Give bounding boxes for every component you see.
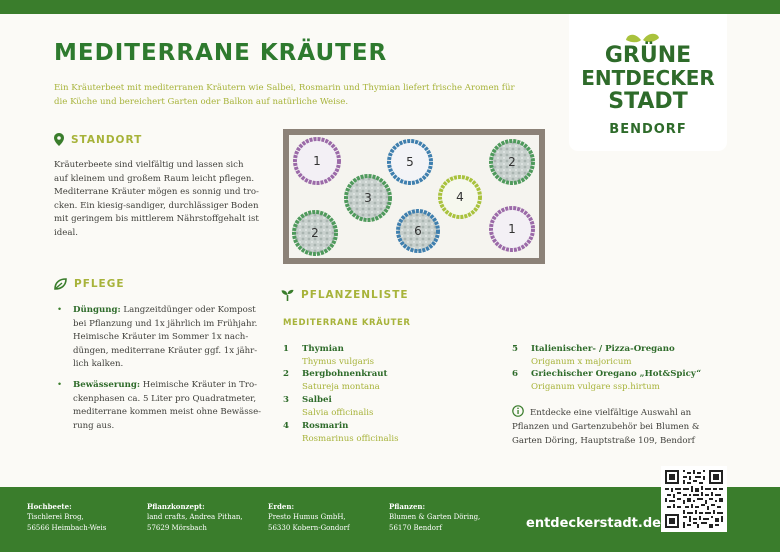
plant-latin: Satureja montana (302, 381, 380, 392)
plant-number: 6 (512, 369, 518, 379)
plant-name: Bergbohnenkraut (302, 369, 388, 379)
pflanzenliste-heading-label: PFLANZENLISTE (301, 289, 409, 301)
plant-latin: Salvia officinalis (302, 407, 374, 418)
plant-number: 4 (283, 421, 289, 431)
plant-label: 2 (508, 155, 516, 169)
pflege-item-line: düngen, mediterrane Kräuter ggf. 1x jähr- (73, 345, 258, 356)
footer-col-pflanzkonzept (147, 501, 243, 534)
pflege-item-line: rung aus. (73, 420, 115, 431)
page-title: MEDITERRANE KRÄUTER (54, 40, 388, 66)
pflege-item-line: bei Pflanzung und 1x jährlich im Frühjahr. (73, 318, 258, 329)
shop-note: Entdecke eine vielfältige Auswahl an Pflanzen und Gartenzubehör bei Blumen & Garten Döring, Hauptstraße 109, Bendorf (512, 408, 700, 446)
plant-label: 4 (456, 190, 464, 204)
plant-name: Salbei (302, 395, 332, 405)
logo-mark (569, 32, 727, 112)
plant-circle (294, 212, 336, 254)
logo-line3: STADT (608, 89, 688, 112)
bullet-icon: • (57, 380, 63, 390)
pflege-item-line: Langzeitdünger oder Kompost (120, 305, 256, 315)
bed-plan (283, 129, 545, 264)
plant-label: 3 (364, 191, 372, 205)
plant-number: 2 (283, 369, 289, 379)
plant-name: Rosmarin (302, 421, 349, 431)
pflege-item-line: lich kalken. (73, 359, 124, 369)
intro-text: Ein Kräuterbeet mit mediterranen Kräutern wie Salbei, Rosmarin und Thymian liefert frische Aromen für die Küche und bereichert Garten oder Balkon auf natürliche Weise. (54, 83, 515, 107)
plant-circle (346, 176, 390, 220)
pflege-item-line: Heimische Kräuter im Sommer 1x nach- (73, 332, 249, 342)
plant-number: 3 (283, 395, 289, 405)
standort-line: cken. Ein kiesig-sandiger, durchlässiger Boden (54, 200, 259, 211)
plant-circle (491, 141, 533, 183)
logo-wordmark: BENDORF (609, 122, 687, 137)
plant-label: 1 (508, 222, 516, 236)
standort-line: ideal. (54, 227, 78, 238)
plant-latin: Origanum x majoricum (531, 356, 632, 367)
qr-code-icon[interactable] (661, 466, 727, 532)
footer-col-head: Pflanzen: (389, 502, 426, 511)
logo-box (569, 14, 727, 151)
footer-col-line: 57629 Mörsbach (147, 524, 207, 532)
standort-line: mit geringem bis mittlerem Nährstoffgehalt ist (54, 214, 259, 224)
footer-col-line: 56566 Heimbach-Weis (27, 524, 107, 532)
plant-latin: Origanum vulgare ssp.hirtum (531, 381, 660, 392)
plant-circle (389, 141, 431, 183)
standort-heading-label: STANDORT (71, 133, 143, 146)
plant-list-subheading: MEDITERRANE KRÄUTER (283, 318, 411, 328)
footer-col-hochbeete (27, 501, 106, 534)
footer-col-line: 56170 Bendorf (389, 524, 442, 532)
logo-line1: GRÜNE (604, 43, 692, 68)
plant-label: 5 (406, 155, 414, 169)
logo-line2: ENTDECKER (581, 66, 715, 90)
plant-latin: Rosmarinus officinalis (302, 433, 399, 444)
footer-col-line: Tischlerei Brog, (27, 513, 84, 521)
footer-col-erden (268, 501, 350, 534)
footer-col-pflanzen (389, 501, 480, 534)
footer-col-line: 56330 Kobern-Gondorf (268, 524, 350, 532)
seedling-icon (281, 289, 294, 301)
standort-line: Kräuterbeete sind vielfältig und lassen sich (54, 160, 244, 170)
pflege-item-line: mediterrane kommen meist ohne Bewässe- (73, 407, 262, 417)
pflege-item-bewaesserung (57, 379, 273, 433)
top-bar (0, 0, 780, 14)
footer-col-head: Erden: (268, 502, 295, 511)
website-link[interactable]: entdeckerstadt.de (526, 516, 661, 531)
standort-heading (54, 133, 142, 146)
plant-circle (491, 208, 533, 250)
plant-name: Thymian (302, 344, 344, 354)
pflege-item-line: ckenphasen ca. 5 Liter pro Quadratmeter, (73, 393, 257, 404)
footer-col-line: land crafts, Andrea Pithan, (147, 513, 243, 521)
pflege-item-line: Heimische Kräuter in Tro- (140, 380, 258, 390)
plant-circle (440, 177, 480, 217)
location-pin-icon (54, 133, 64, 146)
pflege-item-label: Bewässerung: (73, 380, 141, 390)
plant-latin: Thymus vulgaris (302, 356, 374, 367)
plant-number: 5 (512, 344, 518, 354)
plant-label: 2 (311, 226, 319, 240)
pflege-heading (54, 278, 125, 290)
pflanzenliste-heading (281, 289, 409, 301)
standort-line: auf kleinem und großem Raum leicht pflegen. (54, 173, 255, 184)
plant-circle (398, 211, 438, 251)
plant-label: 1 (313, 154, 321, 168)
leaf-icon (54, 278, 67, 290)
plant-circle (295, 139, 339, 183)
footer-col-line: Blumen & Garten Döring, (389, 513, 481, 521)
plant-name: Italienischer- / Pizza-Oregano (531, 344, 675, 354)
pflege-item-duengung (57, 304, 273, 372)
plant-name: Griechischer Oregano „Hot&Spicy“ (531, 369, 702, 379)
plant-number: 1 (283, 344, 289, 354)
pflege-heading-label: PFLEGE (74, 278, 125, 290)
footer-col-head: Pflanzkonzept: (147, 502, 205, 511)
bullet-icon: • (57, 305, 63, 315)
pflege-item-label: Düngung: (73, 305, 121, 315)
footer-col-head: Hochbeete: (27, 502, 72, 511)
standort-line: Mediterrane Kräuter mögen es sonnig und tro- (54, 187, 259, 197)
plant-label: 6 (414, 224, 422, 238)
standort-text (54, 159, 279, 240)
footer-col-line: Presto Humus GmbH, (268, 513, 346, 521)
